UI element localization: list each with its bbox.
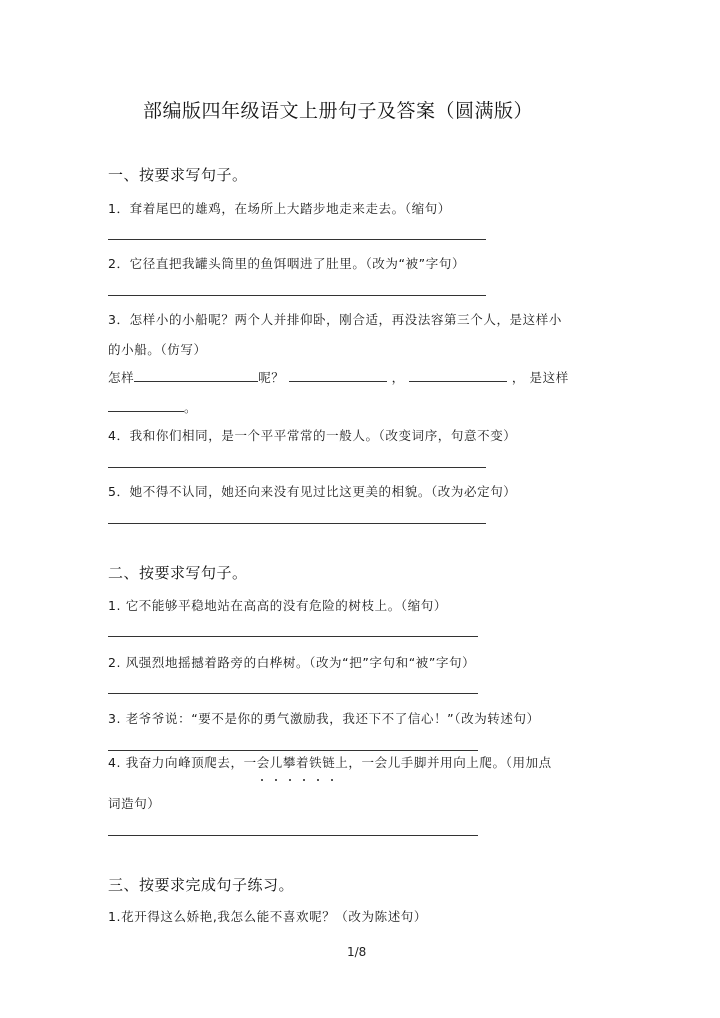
s3-question-1: 1.花开得这么娇艳,我怎么能不喜欢呢？（改为陈述句）: [108, 909, 428, 924]
page-number: 1/8: [347, 945, 367, 959]
s1-question-2: 2．它径直把我罐头筒里的鱼饵咽进了肚里。（改为“被”字句）: [108, 256, 466, 271]
emphasis-dot: [317, 779, 319, 781]
fill-prefix: 怎样: [108, 370, 135, 385]
section-1-heading: 一、按要求写句子。: [108, 166, 248, 184]
fill-comma-1: ，: [391, 370, 405, 385]
emphasis-dot: [275, 779, 277, 781]
emphasis-dot: [289, 779, 291, 781]
fill-blank-3[interactable]: [409, 369, 507, 382]
fill-end: 。: [184, 400, 198, 415]
s1-answer-line-2[interactable]: [108, 295, 486, 296]
page-title: 部编版四年级语文上册句子及答案（圆满版）: [143, 100, 534, 122]
emphasis-dot: [331, 779, 333, 781]
s2-answer-line-3[interactable]: [108, 750, 478, 751]
s1-answer-line-1[interactable]: [108, 239, 486, 240]
s1-question-3-line-2: 的小船。（仿写）: [108, 342, 207, 357]
s2-answer-line-4[interactable]: [108, 835, 478, 836]
s2-question-2: 2. 风强烈地摇撼着路旁的白桦树。（改为“把”字句和“被”字句）: [108, 655, 476, 670]
fill-blank-4[interactable]: [108, 399, 184, 412]
fill-ne: 呢？: [258, 370, 285, 385]
fill-blank-1[interactable]: [134, 369, 258, 382]
s1-question-5: 5．她不得不认同，她还向来没有见过比这更美的相貌。（改为必定句）: [108, 484, 517, 499]
s2-answer-line-1[interactable]: [108, 636, 478, 637]
s1-answer-line-5[interactable]: [108, 523, 486, 524]
s1-question-3-line-1: 3．怎样小的小船呢？两个人并排仰卧，刚合适，再没法容第三个人，是这样小: [108, 312, 562, 327]
s1-question-3-fill-row-2: [108, 398, 197, 416]
fill-comma-2: ，: [511, 370, 525, 385]
section-3-heading: 三、按要求完成句子练习。: [108, 876, 295, 894]
section-2-heading: 二、按要求写句子。: [108, 564, 248, 582]
fill-blank-2[interactable]: [289, 369, 387, 382]
s2-question-4-line-2: 词造句）: [108, 796, 161, 811]
s2-question-1: 1. 它不能够平稳地站在高高的没有危险的树枝上。（缩句）: [108, 598, 447, 613]
fill-shizheyang: 是这样: [529, 370, 569, 385]
s1-question-4: 4．我和你们相同，是一个平平常常的一般人。（改变词序，句意不变）: [108, 428, 517, 443]
s1-answer-line-4[interactable]: [108, 467, 486, 468]
s1-question-3-fill-row: [108, 368, 569, 386]
emphasis-dot: [261, 779, 263, 781]
emphasis-dot: [303, 779, 305, 781]
s2-answer-line-2[interactable]: [108, 693, 478, 694]
s2-question-3: 3. 老爷爷说：“要不是你的勇气激励我，我还下不了信心！”（改为转述句）: [108, 711, 540, 726]
s2-question-4-line-1: 4. 我奋力向峰顶爬去，一会儿攀着铁链上，一会儿手脚并用向上爬。（用加点: [108, 755, 552, 770]
s1-question-1: 1．耷着尾巴的雄鸡，在场所上大踏步地走来走去。（缩句）: [108, 201, 451, 216]
